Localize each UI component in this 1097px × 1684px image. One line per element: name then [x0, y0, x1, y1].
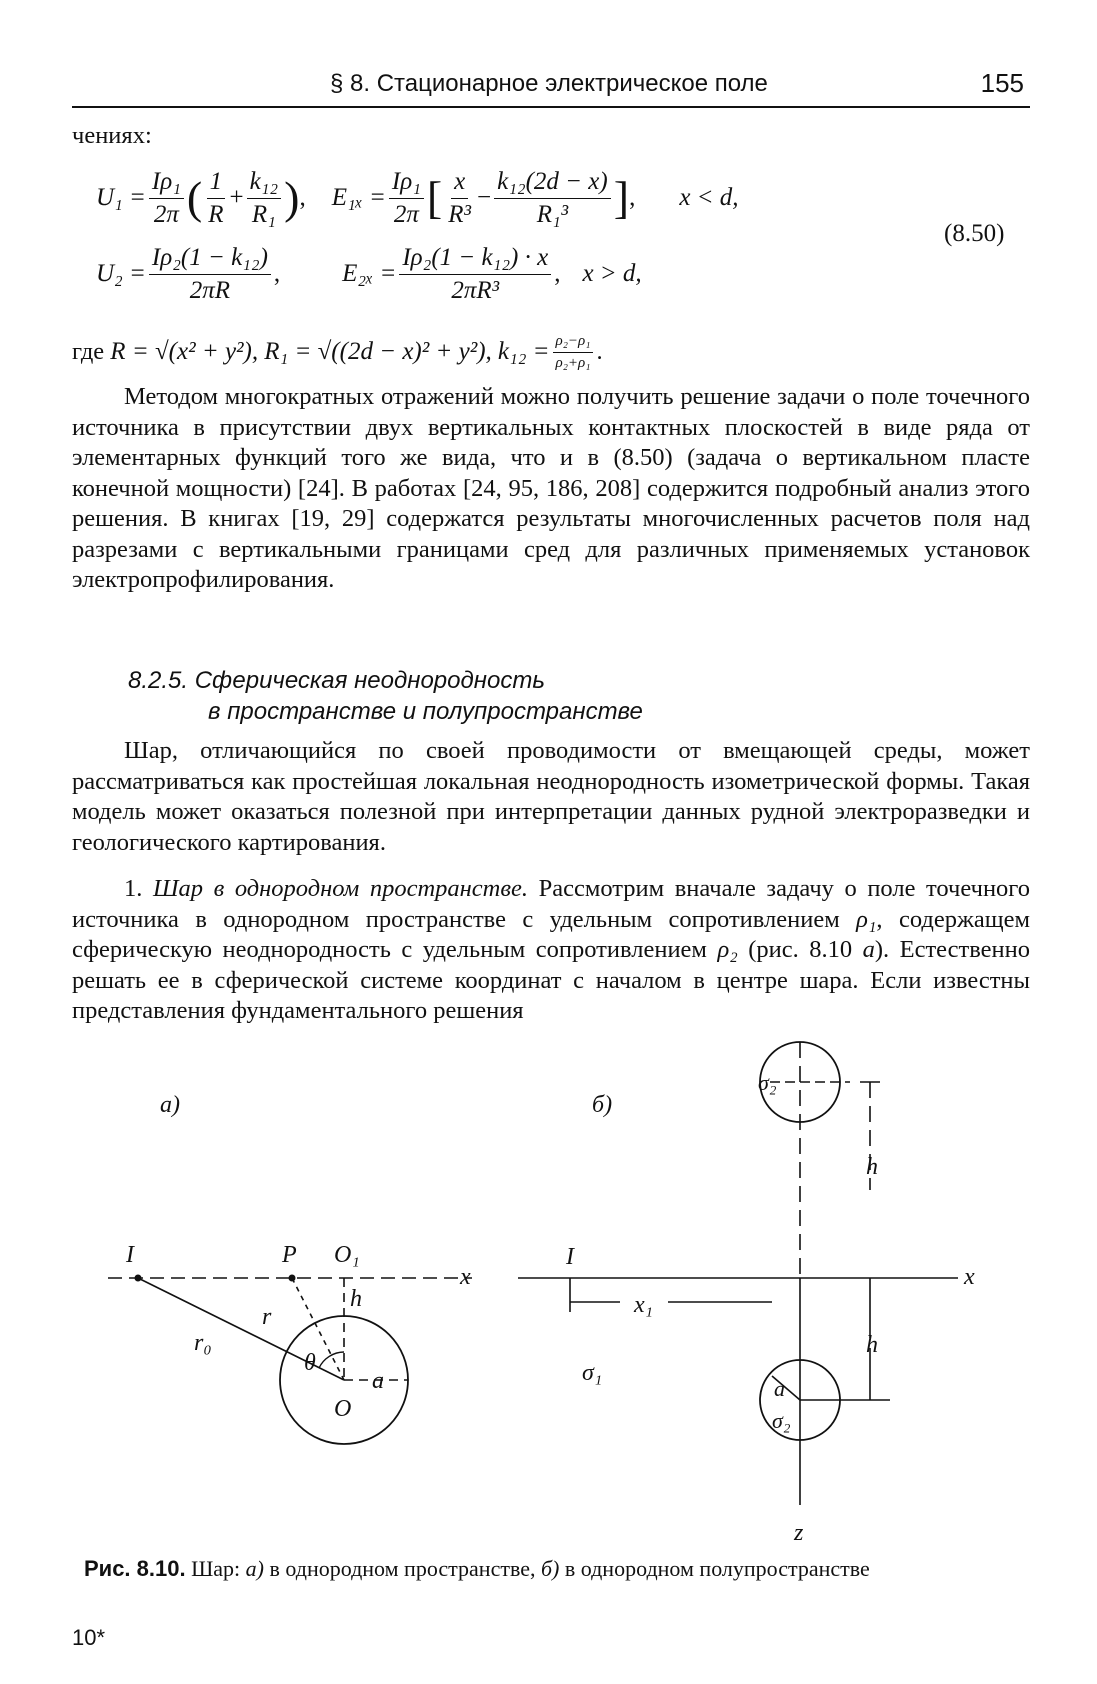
paragraph-3: 1. Шар в однородном пространстве. Рассмотрим вначале задачу о поле точечного источника в однородном пространстве с удельным сопротивлением ρ₁, содержащем сферическую неоднородность с удельным сопротивлением ρ₂ (рис. 8.10 а). Естественно решать ее в сферической системе координат с началом в центре шара. Если известны представления фундаментального решения — [72, 875, 1031, 1024]
r-definition: R = √(x² + y²), — [110, 338, 259, 365]
section-number: 8.2.5. — [128, 667, 189, 694]
paragraph-1: Методом многократных отражений можно получить решение задачи о поле точечного источника в присутствии двух вертикальных контактных плоскостей в виде ряда от элементарных функций того же вида, что и в (8.50) (задача о вертикальном пласте конечной мощности) [24]. В работах [24, 95, 186, 208] содержится подробный анализ этого решения. В книгах [19, 29] содержатся результаты многочисленных расчетов поля над разрезами с вертикальными границами сред для различных применяемых установок электропрофилирования. — [72, 383, 1030, 593]
center-label: O — [334, 1396, 352, 1422]
sigma2-bottom-label: σ₂ — [772, 1408, 791, 1433]
caption-label: Рис. 8.10. — [84, 1556, 186, 1581]
page-header — [72, 62, 1030, 108]
dist-r0-label: r₀ — [194, 1330, 212, 1356]
point-o1-label: O₁ — [334, 1242, 360, 1268]
panel-b-label: б) — [592, 1092, 613, 1118]
equation-number: (8.50) — [944, 220, 1005, 247]
right-bracket: ] — [613, 172, 630, 223]
k12-fraction: $\frac{\text{ρ₂−ρ₁}}{\text{ρ₂+ρ₁}}$ — [553, 333, 594, 372]
depth-bottom-label: h — [866, 1332, 878, 1358]
radius-label-b: a — [774, 1376, 785, 1401]
source-label-a: I — [126, 1242, 134, 1268]
panel-b-x-label: x — [964, 1264, 975, 1290]
e1-fraction: $\frac{\text{Iρ₁}}{2\pi}$ — [389, 168, 424, 229]
radius-label-a: a — [372, 1368, 384, 1394]
where-prefix: где — [72, 338, 105, 365]
figure-8-10 — [72, 1040, 1032, 1580]
subsection-title: Шар в однородном пространстве. — [152, 875, 528, 902]
section-title-2: в пространстве и полупространстве — [208, 698, 643, 725]
figure-caption: Рис. 8.10. Шар: а) в однородном пространстве, б) в однородном полупространстве — [84, 1556, 870, 1581]
running-title: § 8. Стационарное электрическое поле — [330, 70, 768, 97]
e1-inner-fraction-2: $\frac{\text{k₁₂(2d − x)}}{\text{R₁³}}$ — [494, 168, 611, 229]
page-number: 155 — [980, 68, 1024, 98]
e1-lhs: E₁ₓ = — [331, 184, 386, 211]
plus-sign: + — [229, 184, 244, 211]
minus-sign: − — [477, 184, 492, 211]
u2-lhs: U₂ = — [96, 260, 146, 287]
equation-row-2: U₂ = $\frac{\text{Iρ₂(1 − k₁₂)}}{2\pi R}$ , E₂ₓ = $\frac{\text{Iρ₂(1 − k₁₂) · x}}{\text{2πR³}}$ , x > d, — [96, 243, 642, 304]
dist-r-label: r — [262, 1304, 272, 1330]
offset-label: x₁ — [634, 1292, 653, 1318]
sigma2-top-label: σ₂ — [758, 1070, 777, 1095]
u1-fraction: $\frac{\text{Iρ₁}}{2\pi}$ — [149, 168, 184, 229]
intro-text: чениях: — [72, 122, 152, 149]
e2-fraction: $\frac{\text{Iρ₂(1 − k₁₂) · x}}{\text{2πR³}}$ — [399, 244, 551, 305]
source-label-b: I — [566, 1244, 574, 1270]
line-r — [292, 1278, 344, 1380]
u2-fraction: $\frac{\text{Iρ₂(1 − k₁₂)}}{2\pi R}$ — [149, 244, 271, 305]
depth-top-label: h — [866, 1154, 878, 1180]
section-heading — [128, 665, 643, 727]
equation-row-1: U₁ = $\frac{\text{Iρ₁}}{2\pi}$ ( $\frac{1}{R}$ + $\frac{\text{k₁₂}}{\text{R₁}}$ ) , E₁ₓ = $\frac{\text{Iρ₁}}{2\pi}$ [ $\frac{x}{\text{R³}}$ − $\frac{\text{k₁₂(2d − x)}}{\text{R₁³}}$ ] , x < d, — [96, 167, 739, 228]
left-paren: ( — [186, 172, 203, 223]
depth-label-a: h — [350, 1286, 362, 1312]
panel-a-label: а) — [160, 1092, 180, 1118]
condition-1: x < d, — [679, 184, 739, 211]
angle-label: θ — [304, 1350, 316, 1376]
u1-inner-fraction-2: $\frac{\text{k₁₂}}{\text{R₁}}$ — [247, 168, 281, 229]
e2-lhs: E₂ₓ = — [342, 260, 397, 287]
angle-arc — [319, 1352, 344, 1368]
where-line: где R = √(x² + y²), R₁ = √((2d − x)² + y²), k₁₂ = $\frac{\text{ρ₂−ρ₁}}{\text{ρ₂+ρ₁}}$ . — [72, 332, 603, 371]
list-number: 1. — [124, 875, 143, 902]
z-axis-label: z — [794, 1520, 804, 1546]
r1-definition: R₁ = √((2d − x)² + y²), — [264, 338, 492, 365]
sheet-signature: 10* — [72, 1625, 106, 1650]
point-p-label: P — [282, 1242, 297, 1268]
u1-lhs: U₁ = — [96, 184, 146, 211]
condition-2: x > d, — [582, 260, 642, 287]
k12-lhs: k₁₂ = — [497, 338, 550, 365]
section-title-1: Сферическая неоднородность — [194, 667, 545, 694]
left-bracket: [ — [426, 172, 443, 223]
panel-a-x-label: x — [460, 1264, 471, 1290]
right-paren: ) — [284, 172, 300, 223]
u1-inner-fraction-1: $\frac{1}{R}$ — [208, 167, 224, 228]
sigma1-label: σ₁ — [582, 1360, 603, 1386]
e1-inner-fraction-1: $\frac{x}{\text{R³}}$ — [448, 167, 472, 228]
paragraph-2: Шар, отличающийся по своей проводимости от вмещающей среды, может рассматриваться как простейшая локальная неоднородность изометрической формы. Такая модель может оказаться полезной при интерпретации данных рудной электроразведки и геологического картирования. — [72, 737, 1030, 856]
